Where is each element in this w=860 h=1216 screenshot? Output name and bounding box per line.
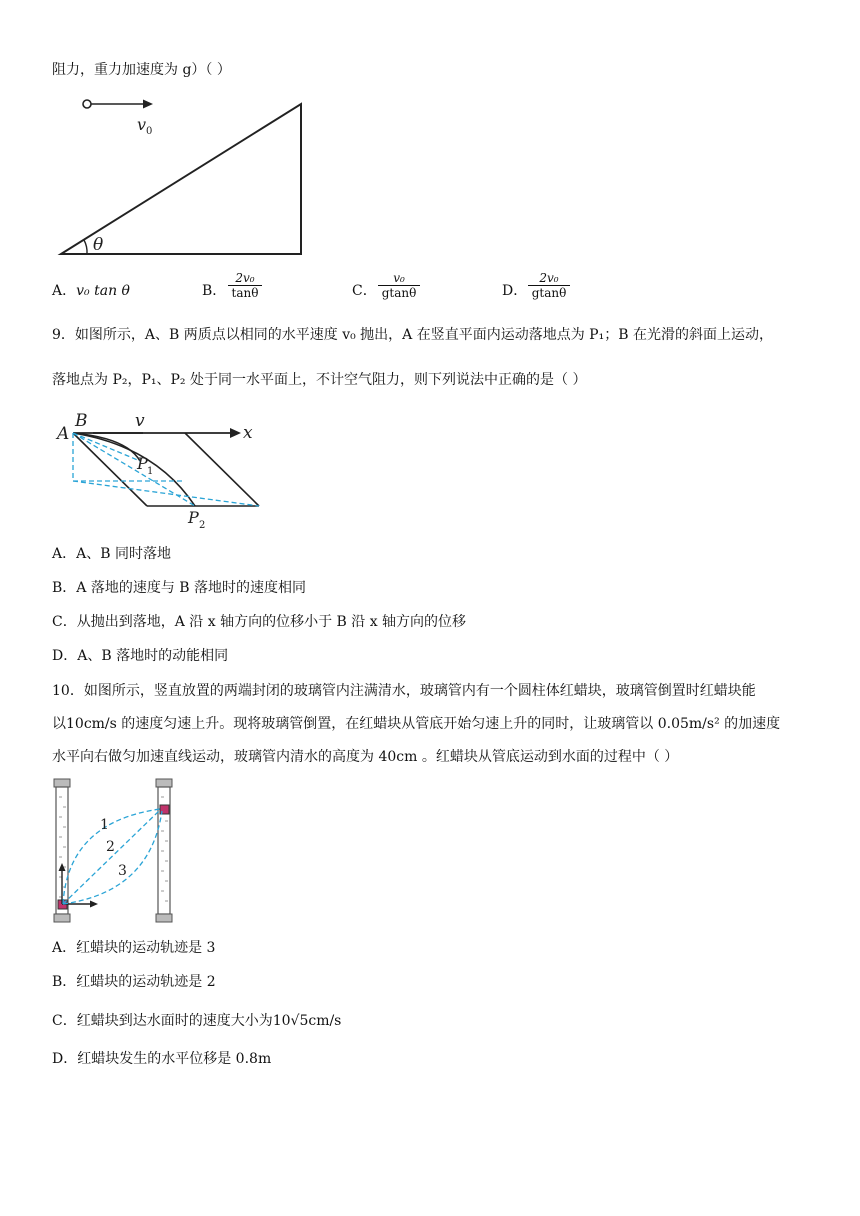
fraction-numerator: 2v₀ <box>228 271 262 286</box>
q10-stem-line3: 水平向右做匀加速直线运动，玻璃管内清水的高度为 40cm 。红蜡块从管底运动到水面的过程中（ ） <box>52 749 679 765</box>
label-P2: P <box>188 508 199 527</box>
label-P1: P <box>137 454 148 473</box>
q9-option-a[interactable]: A．A、B 同时落地 <box>52 546 171 562</box>
trajectory-3-label: 3 <box>118 863 127 879</box>
theta-label: θ <box>93 235 104 255</box>
fraction-denominator: gtanθ <box>531 286 567 300</box>
q10-option-b[interactable]: B．红蜡块的运动轨迹是 2 <box>52 974 216 990</box>
q10-tubes-figure <box>50 777 185 927</box>
q10-option-c[interactable]: C．红蜡块到达水面时的速度大小为10√5cm/s <box>52 1013 342 1029</box>
fraction-numerator: 2v₀ <box>528 271 570 286</box>
q9-option-b[interactable]: B．A 落地的速度与 B 落地时的速度相同 <box>52 580 307 596</box>
option-label: A． <box>52 283 77 299</box>
q8-option-d-label[interactable]: D． <box>502 283 528 299</box>
q10-option-d[interactable]: D．红蜡块发生的水平位移是 0.8m <box>52 1051 272 1067</box>
v0-sub: 0 <box>146 126 153 137</box>
projectile-ball <box>83 100 91 108</box>
q10-stem-line1: 10．如图所示，竖直放置的两端封闭的玻璃管内注满清水，玻璃管内有一个圆柱体红蜡块，玻璃管倒置时红蜡块能 <box>52 683 756 699</box>
label-P1-sub: 1 <box>147 466 154 477</box>
q10-stem-line2: 以10cm/s 的速度匀速上升。现将玻璃管倒置，在红蜡块从管底开始匀速上升的同时，让玻璃管以 0.05m/s² 的加速度 <box>52 716 781 732</box>
fraction-numerator: v₀ <box>378 271 420 286</box>
q9-option-c[interactable]: C．从抛出到落地，A 沿 x 轴方向的位移小于 B 沿 x 轴方向的位移 <box>52 614 467 630</box>
option-text: v₀ tan θ <box>76 283 130 299</box>
q8-option-c-label[interactable]: C． <box>352 283 377 299</box>
q8-stem-tail: 阻力，重力加速度为 g）（ ） <box>52 62 231 78</box>
label-A: A <box>57 424 70 444</box>
q8-option-c-fraction <box>378 271 420 300</box>
q8-option-d-fraction <box>528 271 570 300</box>
q10-option-a[interactable]: A．红蜡块的运动轨迹是 3 <box>52 940 216 956</box>
q9-option-d[interactable]: D．A、B 落地时的动能相同 <box>52 648 229 664</box>
label-x: x <box>243 423 253 443</box>
label-v: v <box>135 411 145 431</box>
trajectory-2-label: 2 <box>106 839 115 855</box>
fraction-denominator: gtanθ <box>381 286 417 300</box>
trajectory-1-label: 1 <box>100 817 109 833</box>
q8-incline-figure <box>55 92 315 262</box>
q9-stem-line1: 9．如图所示，A、B 两质点以相同的水平速度 v₀ 抛出，A 在竖直平面内运动落地点为 P₁；B 在光滑的斜面上运动， <box>52 327 773 343</box>
q8-option-b-label[interactable]: B． <box>202 283 227 299</box>
q8-option-b-fraction <box>228 271 262 300</box>
label-P2-sub: 2 <box>199 520 206 531</box>
label-B: B <box>75 411 88 431</box>
fraction-denominator: tanθ <box>231 286 259 300</box>
q9-figure <box>55 406 265 531</box>
q9-stem-line2: 落地点为 P₂，P₁、P₂ 处于同一水平面上，不计空气阻力，则下列说法中正确的是（ ） <box>52 372 587 388</box>
q8-option-a[interactable] <box>52 281 130 301</box>
angle-arc <box>84 240 87 254</box>
incline-triangle <box>61 104 301 254</box>
v0-label: v <box>137 115 147 134</box>
